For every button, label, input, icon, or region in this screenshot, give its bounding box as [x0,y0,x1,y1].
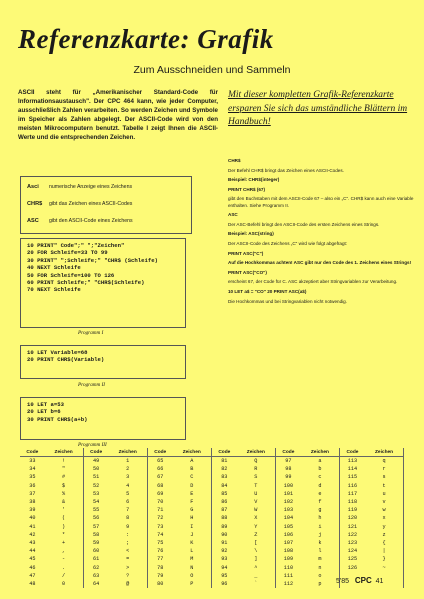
ascii-header-code: Code [147,448,173,457]
ascii-code-cell: 47 [29,572,36,579]
ascii-code-cell: 97 [285,458,292,465]
ascii-char-cell: > [109,563,147,571]
ascii-code-cell: 41 [29,523,36,530]
ascii-char-cell: 1 [109,457,147,466]
ascii-char-cell: ` [237,580,275,588]
code-line: 50 FOR Schleife=100 TO 126 [27,271,115,279]
ascii-char-cell: z [365,531,403,539]
ascii-header-code: Code [211,448,237,457]
legend-key: Asci [27,184,39,190]
program-2-caption: Programm II [78,382,106,388]
ascii-header-char: Zeichen [45,448,83,457]
ascii-header-code: Code [20,448,45,457]
ascii-char-cell: 7 [109,506,147,514]
ascii-code-cell: 42 [29,531,36,538]
ascii-code-cell: 80 [157,580,164,587]
ascii-char-cell: g [301,506,339,514]
ascii-code-cell: 95 [221,572,228,579]
ascii-code-cell: 91 [221,539,228,546]
ascii-code-cell: 112 [283,580,294,587]
page-number: 41 [375,578,384,585]
ascii-code-cell: 65 [157,458,164,465]
legend-text: gibt das Zeichen eines ASCII-Codes [49,201,133,207]
ascii-code-cell: 86 [221,499,228,506]
ascii-char-cell: u [365,490,403,498]
ascii-char-cell: j [301,531,339,539]
explanation-code: PRINT ASC("CO") [228,269,267,275]
program-1-listing [20,238,186,328]
ascii-code-cell: 87 [221,507,228,514]
ascii-code-cell: 51 [93,474,100,481]
ascii-char-cell: } [365,555,403,563]
ascii-char-cell: 0 [45,580,83,588]
ascii-char-cell: a [301,457,339,466]
ascii-code-cell: 104 [283,515,294,522]
ascii-char-cell: 9 [109,523,147,531]
ascii-char-cell: L [173,547,211,555]
ascii-code-cell: 53 [93,490,100,497]
code-line: 40 NEXT Schleife [27,264,81,272]
ascii-char-cell: ' [45,506,83,514]
ascii-char-cell: \ [237,547,275,555]
ascii-code-cell: 99 [285,474,292,481]
ascii-char-cell: Z [237,531,275,539]
explanation-note: Auf die Hochkommas achten! ASC gibt nur den Code des 1. Zeichens eines Strings! [228,260,412,266]
ascii-char-cell: 2 [109,465,147,473]
ascii-char-cell: V [237,498,275,506]
page-title: Referenzkarte: Grafik [18,24,274,54]
ascii-code-cell: 92 [221,548,228,555]
ascii-code-cell: 56 [93,515,100,522]
ascii-code-cell: 108 [283,548,294,555]
program-2-listing [20,345,186,379]
ascii-char-cell: / [45,572,83,580]
legend-text: gibt den ASCII-Code eines Zeichens [49,218,133,224]
ascii-char-cell: Y [237,523,275,531]
ascii-char-cell: c [301,473,339,481]
explanation-text: Die Hochkommas und bei Stringvariablen nicht notwendig. [228,298,347,304]
ascii-code-cell: 109 [283,556,294,563]
code-line: 70 NEXT Schleife [27,286,81,294]
ascii-char-cell: : [109,531,147,539]
ascii-char-cell: x [365,514,403,522]
explanation-example: Beispiel: CHR$(integer) [228,177,280,183]
ascii-code-cell: 79 [157,572,164,579]
explanation-text: Der Befehl CHR$ bringt das Zeichen eines ASCII-Codes. [228,167,344,173]
ascii-code-cell: 116 [347,482,358,489]
ascii-code-cell: 90 [221,531,228,538]
ascii-code-cell: 46 [29,564,36,571]
ascii-row [20,555,404,563]
ascii-code-cell: 55 [93,507,100,514]
ascii-code-cell: 82 [221,466,228,473]
ascii-code-cell: 64 [93,580,100,587]
ascii-char-cell: T [237,482,275,490]
ascii-code-cell: 67 [157,474,164,481]
ascii-char-cell: O [173,572,211,580]
ascii-char-cell: F [173,498,211,506]
ascii-code-cell: 63 [93,572,100,579]
ascii-code-cell: 103 [283,507,294,514]
ascii-code-cell: 107 [283,539,294,546]
ascii-char-cell: d [301,482,339,490]
ascii-code-cell: 105 [283,523,294,530]
explanation-heading: CHR$ [228,158,241,163]
ascii-code-cell: 94 [221,564,228,571]
legend-row [27,218,133,224]
ascii-char-cell: B [173,465,211,473]
ascii-char-cell: 6 [109,498,147,506]
ascii-char-cell: + [45,539,83,547]
ascii-char-cell: y [365,523,403,531]
ascii-code-cell: 61 [93,556,100,563]
ascii-code-cell: 52 [93,482,100,489]
ascii-code-cell: 68 [157,482,164,489]
ascii-row [20,465,404,473]
page-subtitle: Zum Ausschneiden und Sammeln [133,64,291,76]
ascii-char-cell: Q [237,457,275,466]
ascii-code-cell: 33 [29,458,36,465]
ascii-header-char: Zeichen [301,448,339,457]
explanation-code: PRINT CHR$ (67) [228,186,266,192]
program-1-caption: Programm I [78,330,104,336]
ascii-code-cell: 113 [347,458,358,465]
ascii-char-cell: D [173,482,211,490]
ascii-char-cell: ! [45,457,83,466]
ascii-header-char: Zeichen [365,448,403,457]
ascii-char-cell: ^ [237,563,275,571]
ascii-row [20,563,404,571]
ascii-code-cell: 43 [29,539,36,546]
ascii-code-cell: 126 [347,564,358,571]
ascii-code-cell: 71 [157,507,164,514]
explanation-text: gibt den Buchstaben mit dem ASCII-Code 67 – also ein „C". CHR$ kann auch eine Variable enthalten. Siehe Programm II. [228,196,414,208]
ascii-char-cell: o [301,572,339,580]
ascii-code-cell: 49 [93,458,100,465]
ascii-code-cell: 48 [29,580,36,587]
ascii-code-cell: 72 [157,515,164,522]
page-footer [336,576,383,585]
explanation-text: erscheint 67, der Code für C. ASC akzeptiert aber Stringvariablen zur Verarbeitung. [228,279,398,285]
ascii-char-cell: e [301,490,339,498]
ascii-row [20,490,404,498]
ascii-code-cell: 78 [157,564,164,571]
ascii-code-cell: 111 [283,572,294,579]
ascii-char-cell: - [45,555,83,563]
ascii-code-cell: 106 [283,531,294,538]
ascii-code-cell: 119 [347,507,358,514]
ascii-char-cell: ? [109,572,147,580]
ascii-char-cell: I [173,523,211,531]
ascii-row [20,539,404,547]
ascii-code-cell: 114 [347,466,358,473]
issue-label: 5'85 [336,578,350,585]
ascii-char-cell: , [45,547,83,555]
ascii-char-cell: p [301,580,339,588]
ascii-code-cell: 117 [347,490,358,497]
intro-paragraph: ASCII steht für „Amerikanischer Standard-Code für Informationsaustausch". Der CPC 464 kann, wie jeder Computer, ausschließlich Zahlen verarbeiten. So werden Zeichen und Symbole im Speicher als Zahlen abgelegt. Der ASCII-Code wird von den meisten Mikrocomputern benutzt. Tabelle I zeigt Ihnen die ASCII-Werte und die entsprechenden Zeichen. [18,89,218,141]
ascii-char-cell: ) [45,523,83,531]
ascii-header-code: Code [339,448,365,457]
code-line: 20 LET b=6 [27,408,61,416]
ascii-code-cell: 37 [29,490,36,497]
ascii-char-cell: # [45,473,83,481]
ascii-char-cell: n [301,563,339,571]
ascii-char-cell: & [45,498,83,506]
ascii-char-cell: N [173,563,211,571]
code-line: 30 PRINT" ";Schleife;" "CHR$ (Schleife) [27,256,158,264]
ascii-code-cell: 66 [157,466,164,473]
ascii-header-char: Zeichen [109,448,147,457]
ascii-code-cell: 120 [347,515,358,522]
ascii-code-cell: 36 [29,482,36,489]
ascii-code-cell: 70 [157,499,164,506]
legend-key: ASC [27,218,39,224]
ascii-code-cell: 124 [347,548,358,555]
ascii-char-cell: l [301,547,339,555]
ascii-char-cell: * [45,531,83,539]
code-line: 10 PRINT" Code";" ";"Zeichen" [27,242,125,249]
ascii-code-cell: 39 [29,507,36,514]
magazine-label: CPC [354,576,372,585]
callout-text: Mit dieser kompletten Grafik-Referenzkarte ersparen Sie sich das umständliche Blättern im Handbuch! [228,90,408,127]
ascii-char-cell: M [173,555,211,563]
ascii-char-cell: = [109,555,147,563]
ascii-char-cell: m [301,555,339,563]
code-line: 60 PRINT Schleife;" "CHR$(Schleife) [27,279,145,287]
ascii-code-cell: 57 [93,523,100,530]
ascii-code-cell: 115 [347,474,358,481]
ascii-char-cell: q [365,457,403,466]
ascii-code-cell: 110 [283,564,294,571]
ascii-char-cell: 3 [109,473,147,481]
ascii-code-cell: 75 [157,539,164,546]
ascii-code-cell: 81 [221,458,228,465]
ascii-char-cell: ; [109,539,147,547]
ascii-char-cell: b [301,465,339,473]
ascii-row [20,473,404,481]
ascii-char-cell: E [173,490,211,498]
ascii-code-cell: 84 [221,482,228,489]
ascii-char-cell: R [237,465,275,473]
ascii-char-cell: [ [237,539,275,547]
legend-key: CHR$ [27,201,43,207]
ascii-code-cell: 96 [221,580,228,587]
ascii-char-cell: w [365,506,403,514]
explanation-example: Beispiel: ASC(string) [228,231,274,237]
ascii-code-cell: 93 [221,556,228,563]
ascii-header-code: Code [83,448,109,457]
ascii-code-cell: 44 [29,548,36,555]
ascii-code-cell: 122 [347,531,358,538]
ascii-code-cell: 38 [29,499,36,506]
ascii-row [20,547,404,555]
ascii-char-cell: 5 [109,490,147,498]
ascii-char-cell: t [365,482,403,490]
code-line: 30 PRINT CHR$(a+b) [27,415,88,423]
ascii-char-cell: H [173,514,211,522]
ascii-char-cell: 8 [109,514,147,522]
ascii-char-cell: { [365,539,403,547]
ascii-table [20,448,404,588]
command-explanations [228,158,414,308]
ascii-char-cell: ] [237,555,275,563]
ascii-char-cell: | [365,547,403,555]
ascii-code-cell: 123 [347,539,358,546]
ascii-code-cell: 118 [347,499,358,506]
ascii-char-cell: f [301,498,339,506]
ascii-char-cell: " [45,465,83,473]
explanation-code: 10 LET a$ = "CO" 20 PRINT ASC(a$) [228,288,307,294]
code-line: 20 FOR Schleife=33 TO 99 [27,249,108,257]
ascii-char-cell: G [173,506,211,514]
ascii-code-cell: 125 [347,556,358,563]
ascii-row [20,506,404,514]
ascii-char-cell: ~ [365,563,403,571]
ascii-code-cell: 50 [93,466,100,473]
ascii-row [20,482,404,490]
ascii-row [20,457,404,466]
ascii-row [20,523,404,531]
ascii-char-cell: _ [237,572,275,580]
ascii-char-cell: @ [109,580,147,588]
ascii-char-cell: U [237,490,275,498]
ascii-char-cell: h [301,514,339,522]
ascii-code-cell: 73 [157,523,164,530]
ascii-char-cell: v [365,498,403,506]
code-line: 20 PRINT CHR$(Variable) [27,356,105,364]
program-3-listing [20,397,186,440]
ascii-char-cell: X [237,514,275,522]
ascii-code-cell: 88 [221,515,228,522]
ascii-code-cell: 58 [93,531,100,538]
ascii-code-cell: 121 [347,523,358,530]
ascii-code-cell: 89 [221,523,228,530]
legend-row [27,201,132,207]
ascii-header-char: Zeichen [237,448,275,457]
ascii-char-cell: i [301,523,339,531]
ascii-char-cell: C [173,473,211,481]
ascii-char-cell: S [237,473,275,481]
ascii-header-code: Code [275,448,301,457]
ascii-code-cell: 60 [93,548,100,555]
ascii-row [20,498,404,506]
explanation-code: PRINT ASC("C") [228,250,264,256]
ascii-char-cell: k [301,539,339,547]
ascii-code-cell: 85 [221,490,228,497]
code-line: 10 LET Variable=68 [27,349,88,356]
ascii-char-cell: J [173,531,211,539]
command-legend-box [20,176,192,234]
legend-text: numerische Anzeige eines Zeichens [49,184,133,190]
ascii-code-cell: 35 [29,474,36,481]
ascii-char-cell: K [173,539,211,547]
legend-row [27,184,132,190]
ascii-code-cell: 100 [283,482,294,489]
ascii-char-cell: s [365,473,403,481]
ascii-code-cell: 34 [29,466,36,473]
ascii-char-cell: ( [45,514,83,522]
program-3-caption: Programm III [78,442,107,448]
ascii-char-cell: A [173,457,211,466]
ascii-code-cell: 101 [283,490,294,497]
ascii-code-cell: 102 [283,499,294,506]
ascii-code-cell: 45 [29,556,36,563]
ascii-header-char: Zeichen [173,448,211,457]
explanation-heading: ASC [228,212,238,218]
ascii-code-cell: 54 [93,499,100,506]
ascii-code-cell: 74 [157,531,164,538]
ascii-code-cell: 40 [29,515,36,522]
ascii-code-cell: 76 [157,548,164,555]
ascii-code-cell: 59 [93,539,100,546]
ascii-char-cell: . [45,563,83,571]
explanation-text: Der ASCII-Code des Zeichens „C" wird wie folgt abgefragt: [228,240,348,246]
ascii-code-cell: 69 [157,490,164,497]
ascii-char-cell: % [45,490,83,498]
code-line: 10 LET a=53 [27,401,64,408]
ascii-row [20,514,404,522]
ascii-code-cell: 98 [285,466,292,473]
explanation-text: Der ASC-Befehl bringt den ASCII-Code des ersten Zeichens eines Strings. [228,221,380,227]
ascii-code-cell: 83 [221,474,228,481]
ascii-char-cell: r [365,465,403,473]
ascii-code-cell: 77 [157,556,164,563]
ascii-row [20,531,404,539]
ascii-char-cell: W [237,506,275,514]
ascii-char-cell: $ [45,482,83,490]
ascii-char-cell: P [173,580,211,588]
ascii-code-cell: 62 [93,564,100,571]
ascii-char-cell: < [109,547,147,555]
ascii-char-cell: 4 [109,482,147,490]
